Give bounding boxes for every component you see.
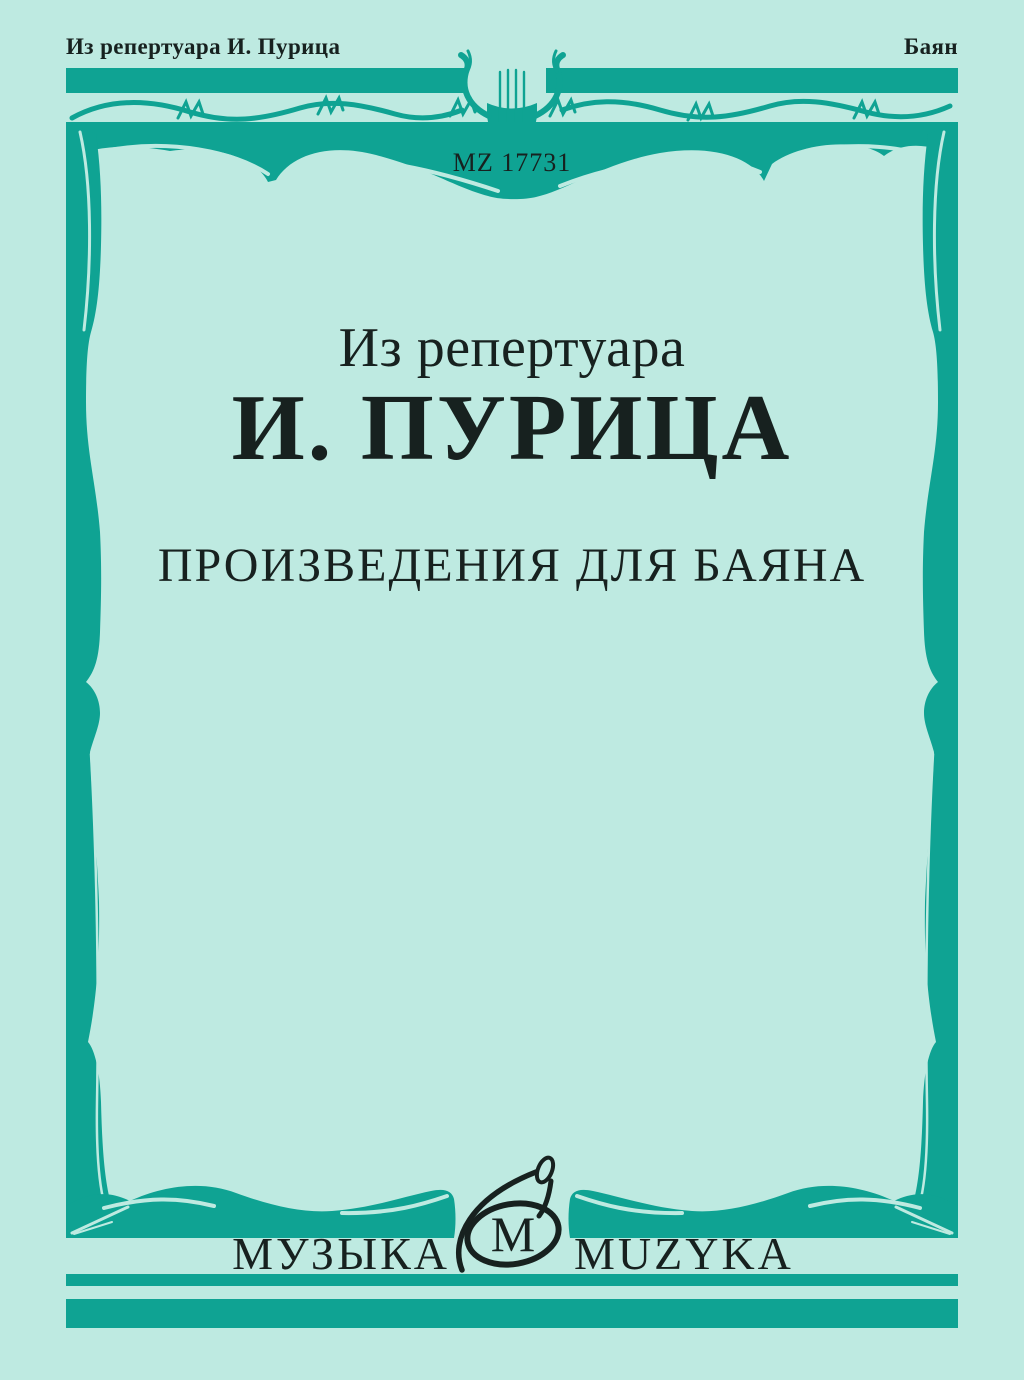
frame-right bbox=[890, 122, 958, 1238]
publisher-name-latin: MUZYKA bbox=[574, 1228, 794, 1279]
publisher-name-cyrillic: МУЗЫКА bbox=[232, 1228, 450, 1279]
title-performer-name: И. ПУРИЦА bbox=[231, 376, 793, 480]
title-repertoire-line: Из репертуара bbox=[338, 317, 686, 379]
logo-letter: М bbox=[490, 1206, 536, 1262]
plate-number: MZ 17731 bbox=[452, 148, 572, 177]
header-repertoire-label: Из репертуара И. Пурица bbox=[66, 34, 341, 59]
header-instrument-label: Баян bbox=[903, 34, 958, 59]
frame-left bbox=[66, 122, 134, 1238]
muzyka-monogram-icon bbox=[459, 1155, 564, 1271]
subtitle: ПРОИЗВЕДЕНИЯ ДЛЯ БАЯНА bbox=[157, 539, 867, 592]
bottom-stripes bbox=[66, 1274, 958, 1328]
top-rule bbox=[66, 68, 958, 93]
